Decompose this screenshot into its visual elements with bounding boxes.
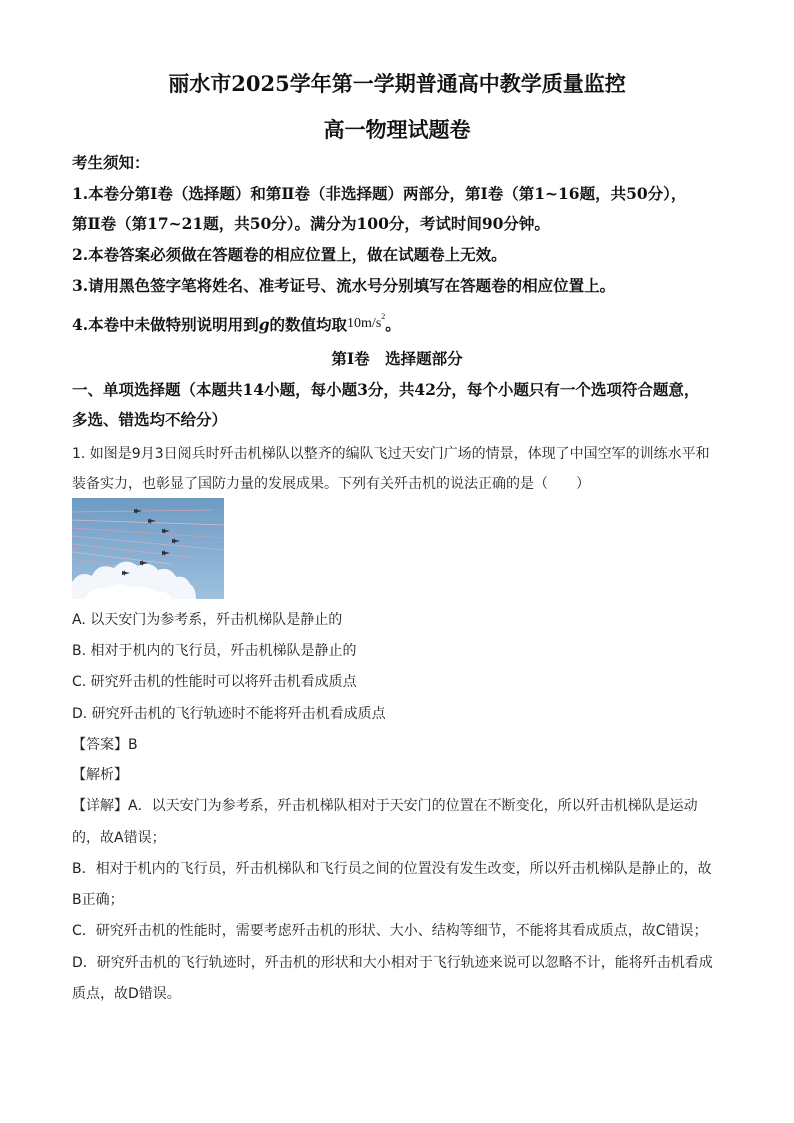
part-heading-line-1: 一、单项选择题（本题共14小题，每小题3分，共42分，每个小题只有一个选项符合题意， [72,380,700,399]
detail-line-1: 【详解】A．以天安门为参考系，歼击机梯队相对于天安门的位置在不断变化，所以歼击机梯队是运动 [72,798,698,814]
exam-subtitle: 高一物理试题卷 [323,117,471,142]
notice-item-4-mid: 的数值均取 [269,315,348,334]
notice-item-4 [72,313,401,335]
detail-line-3: B．相对于机内的飞行员，歼击机梯队和飞行员之间的位置没有发生改变，所以歼击机梯队是静止的，故 [72,861,712,877]
detail-line-5: C．研究歼击机的性能时，需要考虑歼击机的形状、大小、结构等细节，不能将其看成质点，故C错误； [72,923,708,939]
option-c: C. 研究歼击机的性能时可以将歼击机看成质点 [72,674,357,690]
question-1-stem-line-1: 1. 如图是9月3日阅兵时歼击机梯队以整齐的编队飞过天安门广场的情景，体现了中国空军的训练水平和 [72,446,710,462]
detail-line-2: 的，故A错误； [72,830,166,846]
notice-item-4-prefix: 4.本卷中未做特别说明用到 [72,315,259,334]
notice-item-1-line-2: 第Ⅱ卷（第17~21题，共50分）。满分为100分，考试时间90分钟。 [72,214,550,233]
option-d: D. 研究歼击机的飞行轨迹时不能将歼击机看成质点 [72,706,386,722]
jet-formation-photo [72,498,224,599]
answer: 【答案】B [72,737,138,753]
detail-line-7: 质点，故D错误。 [72,986,181,1002]
detail-line-6: D．研究歼击机的飞行轨迹时，歼击机的形状和大小相对于飞行轨迹来说可以忽略不计，能将歼击机看成 [72,955,713,971]
notice-item-4-suffix: 。 [385,315,401,334]
gravity-symbol: g [258,315,270,334]
notice-heading: 考生须知： [72,153,150,172]
question-1-stem-line-2: 装备实力，也彰显了国防力量的发展成果。下列有关歼击机的说法正确的是（ ） [72,476,590,492]
detail-line-4: B正确； [72,892,124,908]
notice-item-2: 2.本卷答案必须做在答题卷的相应位置上，做在试题卷上无效。 [72,245,507,264]
analysis-label: 【解析】 [72,767,128,783]
notice-item-1-line-1: 1.本卷分第Ⅰ卷（选择题）和第Ⅱ卷（非选择题）两部分，第Ⅰ卷（第1~16题，共50分）， [72,184,687,203]
gravity-value: $10m/s^2$ [347,312,386,331]
exam-title: 丽水市2025学年第一学期普通高中教学质量监控 [168,71,626,96]
option-a: A. 以天安门为参考系，歼击机梯队是静止的 [72,612,343,628]
notice-item-3: 3.请用黑色签字笔将姓名、准考证号、流水号分别填写在答题卷的相应位置上。 [72,276,616,295]
part-heading-line-2: 多选、错选均不给分） [72,410,228,429]
section-title: 第Ⅰ卷 选择题部分 [331,349,463,368]
option-b: B. 相对于机内的飞行员，歼击机梯队是静止的 [72,643,357,659]
